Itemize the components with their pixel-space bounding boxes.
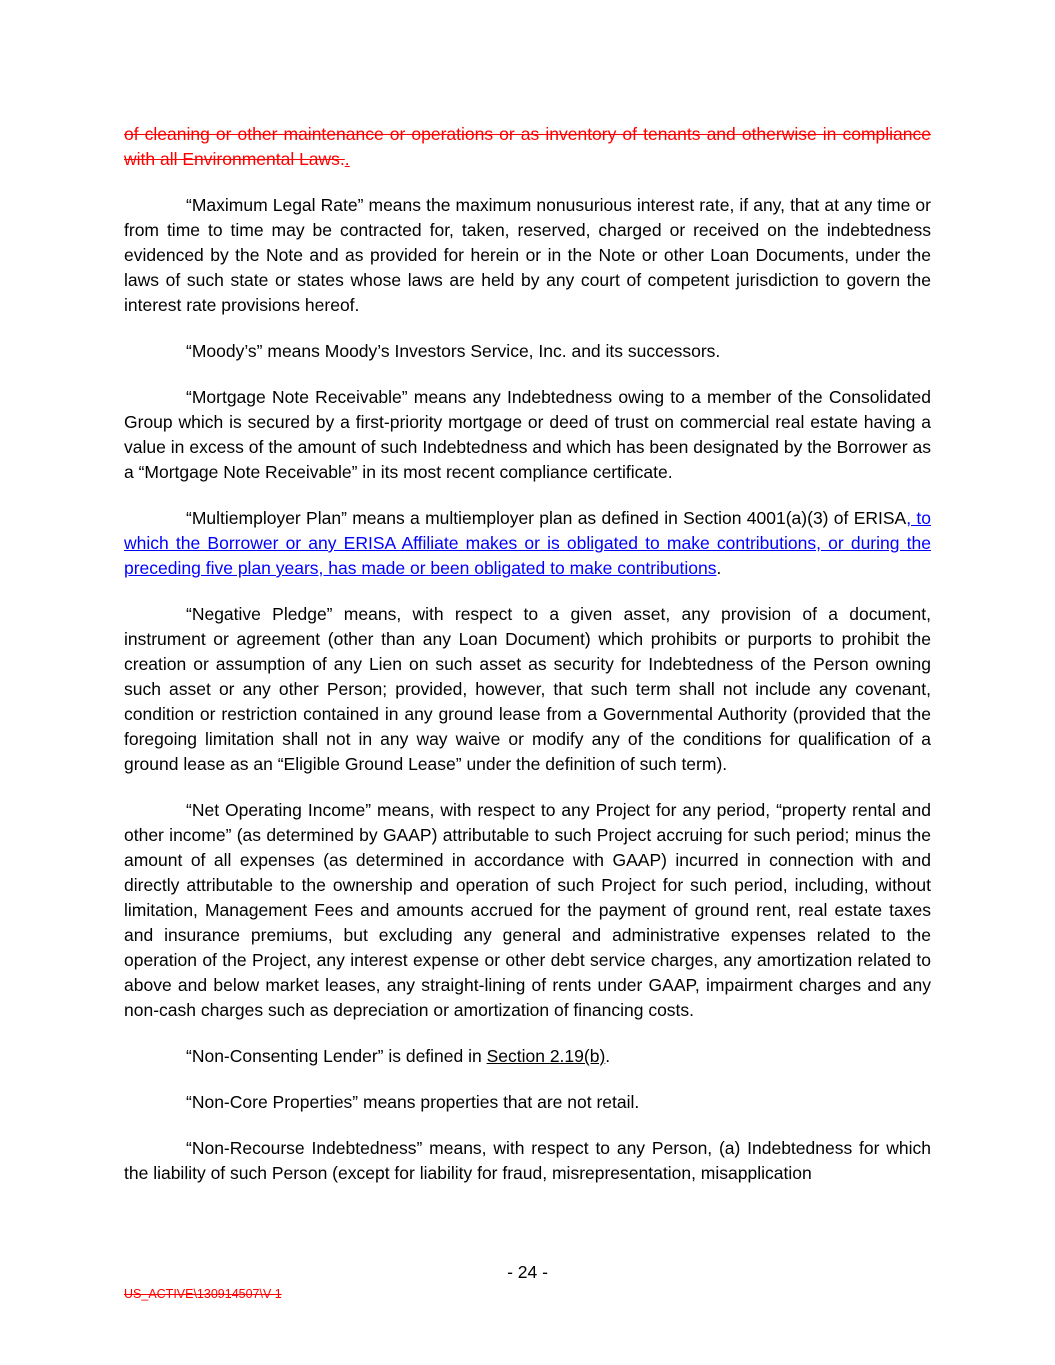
definition-maximum-legal-rate: “Maximum Legal Rate” means the maximum nonusurious interest rate, if any, that at any time or from time to time may be contracted for, taken, reserved, charged or received on the indebtedness evidenced by the Note and as provided for herein or in the Note or other Loan Documents, under the laws of such state or states whose laws are held by any court of competent jurisdiction to govern the interest rate provisions hereof. — [124, 195, 931, 315]
definition-negative-pledge: “Negative Pledge” means, with respect to a given asset, any provision of a document, instrument or agreement (other than any Loan Document) which prohibits or purports to prohibit the creation or assumption of any Lien on such asset as security for Indebtedness of the Person owning such asset or any other Person; provided, however, that such term shall not include any covenant, condition or restriction contained in any ground lease from a Governmental Authority (provided that the foregoing limitation shall not in any way waive or modify any of the conditions for qualification of a ground lease as an “Eligible Ground Lease” under the definition of such term). — [124, 604, 931, 774]
definition-non-recourse-indebtedness: “Non-Recourse Indebtedness” means, with respect to any Person, (a) Indebtedness for which the liability of such Person (except for liability for fraud, misrepresentation, misapplication — [124, 1138, 931, 1183]
document-id: US_ACTIVE\130914507\V-1 — [124, 1287, 282, 1301]
document-body — [124, 122, 931, 1207]
section-reference: Section 2.19(b) — [486, 1046, 606, 1066]
definition-non-consenting-lender — [124, 1044, 931, 1069]
paragraph-environmental-tail — [124, 122, 931, 172]
definition-text: “Non-Consenting Lender” is defined in — [186, 1046, 487, 1066]
definition-text-end: . — [716, 558, 722, 578]
definition-moodys: “Moody’s” means Moody’s Investors Service, Inc. and its successors. — [186, 341, 721, 361]
inserted-text: , to which the Borrower or any ERISA Affiliate makes or is obligated to make contributions, or during the preceding five plan years, has made or been obligated to make contributions — [124, 508, 931, 578]
inserted-period: . — [344, 149, 350, 169]
definition-text-end: . — [605, 1046, 611, 1066]
definition-text: “Multiemployer Plan” means a multiemployer plan as defined in Section 4001(a)(3) of ERISA — [186, 508, 907, 528]
definition-multiemployer-plan — [124, 506, 931, 581]
definition-net-operating-income: “Net Operating Income” means, with respect to any Project for any period, “property rental and other income” (as determined by GAAP) attributable to such Project accruing for such period; minus the amount of all expenses (as determined in accordance with GAAP) incurred in connection with and directly attributable to the ownership and operation of such Project for such period, including, without limitation, Management Fees and amounts accrued for the payment of ground rent, real estate taxes and insurance premiums, but excluding any general and administrative expenses related to the operation of the Project, any interest expense or other debt service charges, any amortization related to above and below market leases, any straight-lining of rents under GAAP, impairment charges and any non-cash charges such as depreciation or amortization of financing costs. — [124, 800, 931, 1020]
definition-mortgage-note-receivable: “Mortgage Note Receivable” means any Indebtedness owing to a member of the Consolidated Group which is secured by a first-priority mortgage or deed of trust on commercial real estate having a value in excess of the amount of such Indebtedness and which has been designated by the Borrower as a “Mortgage Note Receivable” in its most recent compliance certificate. — [124, 387, 931, 482]
deleted-text: of cleaning or other maintenance or operations or as inventory of tenants and otherwise in compliance with all Environmental Laws. — [124, 124, 931, 169]
definition-non-core-properties: “Non-Core Properties” means properties that are not retail. — [186, 1092, 640, 1112]
page-number: - 24 - — [507, 1262, 548, 1282]
